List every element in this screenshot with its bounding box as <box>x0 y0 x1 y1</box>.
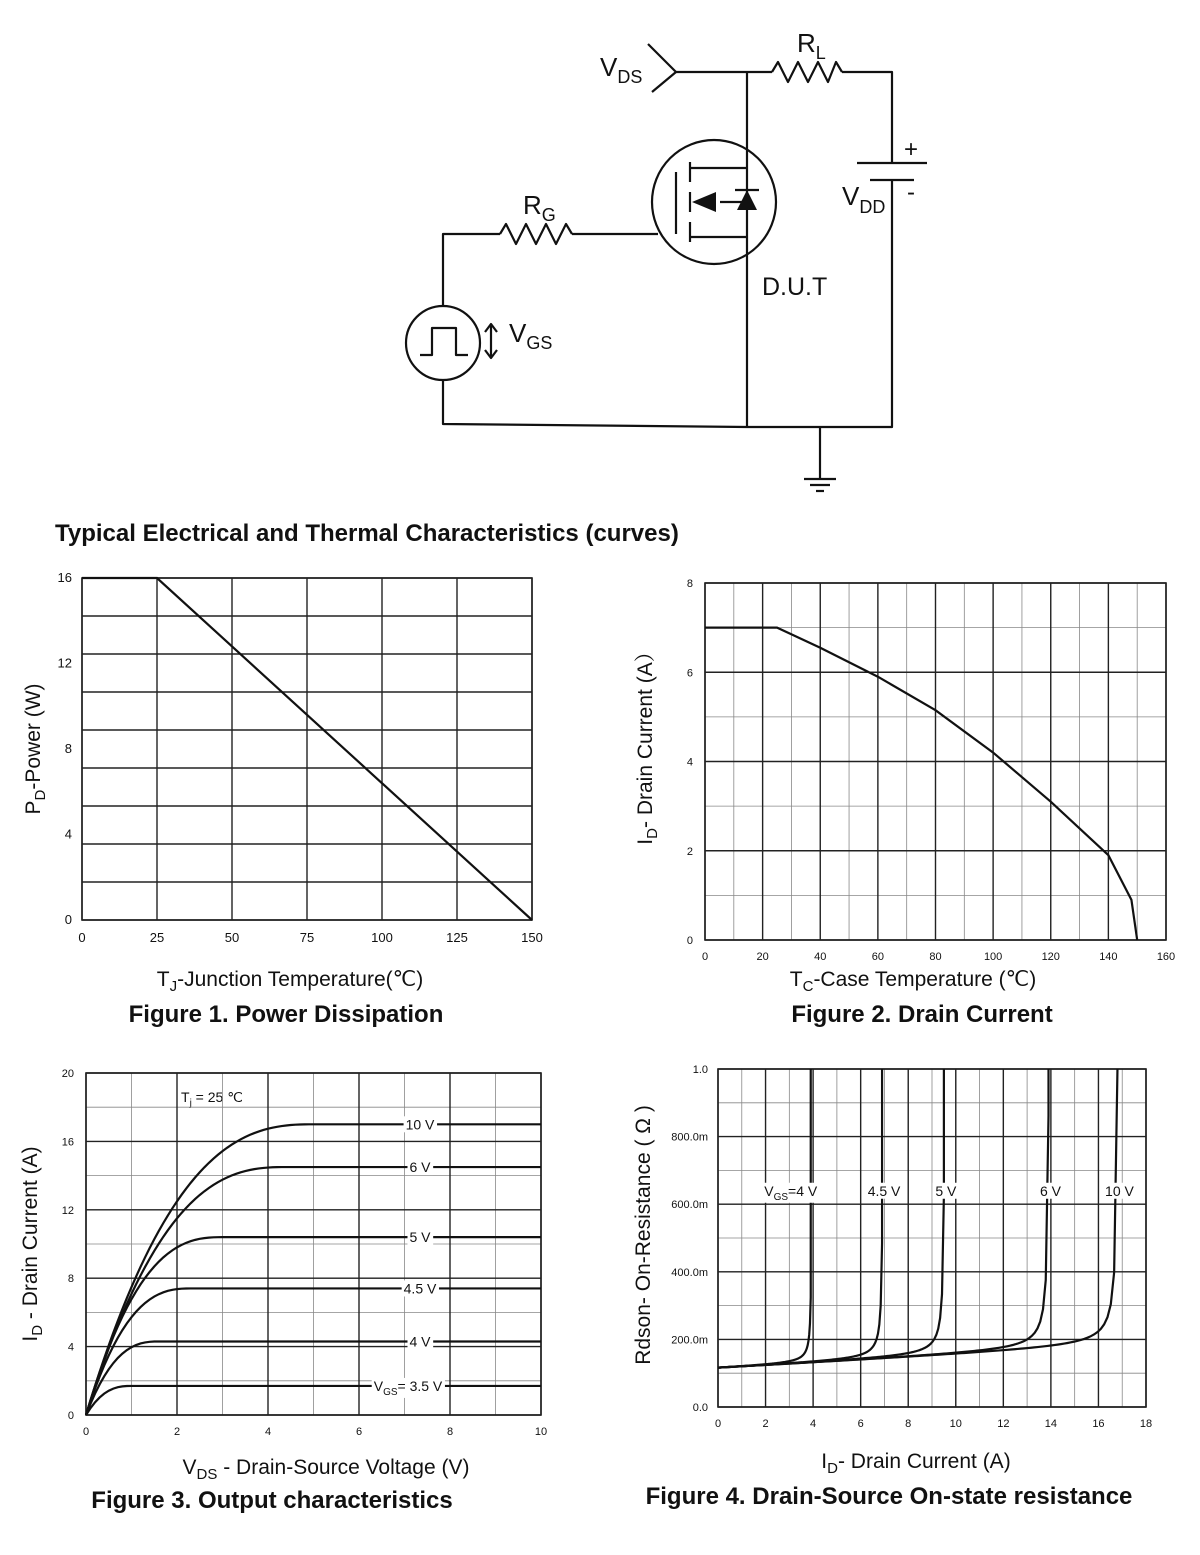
x-tick-label: 0 <box>714 1418 722 1430</box>
figure-3-output-characteristics <box>19 1068 547 1514</box>
y-tick-label: 12 <box>57 655 72 671</box>
x-tick-label: 25 <box>149 930 165 945</box>
fig2-xlabel: $T_C$-Case Temperature (℃) <box>789 968 1037 995</box>
y-tick-label: 8 <box>686 578 693 590</box>
y-tick-label: 6 <box>686 667 693 680</box>
x-tick-label: 100 <box>983 951 1003 963</box>
x-tick-label: 10 <box>534 1426 548 1438</box>
x-tick-label: 120 <box>1041 951 1060 963</box>
x-tick-label: 16 <box>1092 1418 1105 1430</box>
x-tick-label: 4 <box>264 1426 272 1438</box>
y-tick-label: 12 <box>61 1204 74 1217</box>
rdson-curve <box>718 1069 882 1368</box>
y-tick-label: 16 <box>61 1136 74 1149</box>
fig3-caption: Figure 3. Output characteristics <box>91 1487 453 1514</box>
fig4-xlabel: $I_D-$ Drain Current (A) <box>821 1450 1011 1477</box>
rl-label: $R_L$ <box>797 28 826 63</box>
x-tick-label: 0 <box>701 951 709 963</box>
x-tick-label: 0 <box>78 930 86 945</box>
figure-2-drain-current <box>634 578 1175 1028</box>
rg-label: $R_G$ <box>523 190 556 225</box>
y-tick-label: 400.0m <box>671 1266 708 1279</box>
y-tick-label: 16 <box>57 570 72 585</box>
drain-current-derating-curve <box>705 628 1137 940</box>
x-tick-label: 75 <box>299 930 315 945</box>
x-tick-label: 8 <box>905 1418 912 1430</box>
x-tick-label: 4 <box>810 1418 817 1430</box>
y-tick-label: 2 <box>686 845 693 858</box>
rdson-curve <box>718 1069 1117 1368</box>
fig1-caption: Figure 1. Power Dissipation <box>128 1001 444 1028</box>
x-tick-label: 2 <box>173 1426 181 1438</box>
y-tick-label: 8 <box>67 1273 74 1286</box>
fig3-xlabel: $V_{DS}$ - Drain-Source Voltage (V) <box>182 1456 470 1483</box>
y-tick-label: 20 <box>61 1068 74 1080</box>
vds-label: $V_{DS}$ <box>600 52 643 87</box>
fig4-caption: Figure 4. Drain-Source On-state resistance <box>645 1483 1133 1510</box>
vgs-curve-label: 4.5 V <box>403 1280 437 1297</box>
x-tick-label: 160 <box>1156 951 1176 963</box>
y-tick-label: 8 <box>64 741 72 756</box>
x-tick-label: 60 <box>871 951 884 963</box>
rdson-curve <box>718 1069 944 1368</box>
vgs-curve-label: 4 V <box>409 1333 431 1350</box>
x-tick-label: 150 <box>521 930 543 945</box>
plus-sign: + <box>904 136 919 163</box>
vgs-curve-label: 6 V <box>1040 1182 1062 1199</box>
vgs-curve-label: 5 V <box>935 1182 957 1199</box>
rdson-curve <box>718 1069 811 1368</box>
x-tick-label: 12 <box>997 1418 1010 1430</box>
x-tick-label: 100 <box>371 930 393 945</box>
y-tick-label: 0 <box>67 1410 74 1422</box>
x-tick-label: 14 <box>1044 1418 1058 1430</box>
x-tick-label: 6 <box>355 1426 363 1438</box>
y-tick-label: 1.0 <box>692 1064 708 1076</box>
figure-1-power-dissipation <box>22 570 543 1028</box>
vgs-curve-label: 5 V <box>409 1229 431 1246</box>
y-tick-label: 4 <box>64 826 72 842</box>
major-gridlines <box>82 578 532 920</box>
fig4-ylabel: Rdson- On-Resistance ( Ω ) <box>632 1105 655 1365</box>
vdd-label: $V_{DD}$ <box>842 181 886 217</box>
vgs-curve-label: $V_{GS}= 3.5$ V <box>373 1377 443 1398</box>
y-tick-label: 0 <box>64 912 72 927</box>
x-tick-label: 8 <box>446 1426 454 1438</box>
vgs-curve-label: 4.5 V <box>867 1182 901 1199</box>
y-tick-label: 800.0m <box>671 1131 708 1144</box>
vgs-curve-label: 10 V <box>1105 1182 1134 1199</box>
rdson-curve <box>718 1069 1049 1368</box>
x-tick-label: 10 <box>949 1418 962 1430</box>
y-tick-label: 4 <box>686 756 693 769</box>
x-tick-label: 2 <box>762 1418 769 1430</box>
vgs-curve-label: 6 V <box>409 1159 431 1176</box>
y-tick-label: 200.0m <box>671 1334 708 1347</box>
y-tick-label: 600.0m <box>671 1199 708 1212</box>
x-tick-label: 6 <box>857 1418 864 1430</box>
vgs-label: $V_{GS}$ <box>509 318 553 353</box>
vgs-curve-label: $V_{GS}=4$ V <box>764 1182 818 1203</box>
x-tick-label: 18 <box>1139 1418 1153 1430</box>
fig3-ylabel: $I_D$ - Drain Current (A) <box>19 1146 46 1342</box>
section-title: Typical Electrical and Thermal Characteristics (curves) <box>55 520 679 547</box>
minor-gridlines <box>718 1069 1146 1407</box>
x-tick-label: 20 <box>756 951 769 963</box>
fig1-xlabel: $T_J$-Junction Temperature(℃) <box>156 968 424 995</box>
y-tick-label: 4 <box>67 1341 74 1354</box>
vgs-curve-label: 10 V <box>405 1116 435 1133</box>
minus-sign: - <box>907 179 915 206</box>
fig2-caption: Figure 2. Drain Current <box>791 1001 1053 1028</box>
x-tick-label: 80 <box>929 951 942 963</box>
figure-4-on-resistance <box>632 1064 1152 1510</box>
x-tick-label: 40 <box>814 951 827 963</box>
fig2-ylabel: $I_D-$ Drain Current (A） <box>634 641 661 845</box>
x-tick-label: 140 <box>1099 951 1118 963</box>
x-tick-label: 50 <box>224 930 240 945</box>
y-tick-label: 0.0 <box>692 1402 708 1414</box>
fig3-annotation: $T_j = 25$ ℃ <box>181 1089 243 1109</box>
y-tick-label: 0 <box>686 935 693 947</box>
x-tick-label: 125 <box>446 930 468 945</box>
fig1-ylabel: $P_D$-Power (W) <box>22 683 49 815</box>
major-gridlines <box>705 583 1166 940</box>
x-tick-label: 0 <box>82 1426 90 1438</box>
dut-label: D.U.T <box>762 273 828 301</box>
